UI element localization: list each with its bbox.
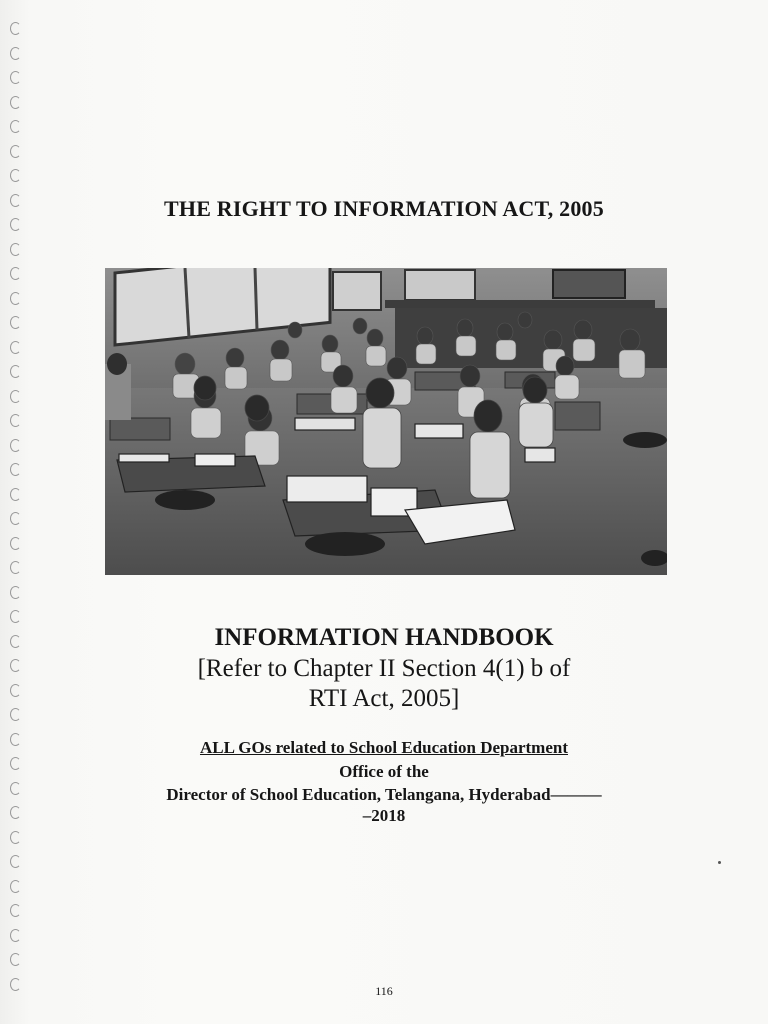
classroom-photo-illustration [105,268,667,575]
director-line: Director of School Education, Telangana, Hyderabad——— [166,785,602,804]
office-line: Office of the [339,762,429,781]
binding-hole [10,414,21,427]
spiral-binding [10,22,28,1002]
subtitle-line-1: [Refer to Chapter II Section 4(1) b of [197,655,571,682]
binding-hole [10,47,21,60]
binding-hole [10,610,21,623]
binding-hole [10,169,21,182]
year-line: –2018 [362,806,406,825]
binding-hole [10,855,21,868]
subtitle-line-2: RTI Act, 2005] [308,685,460,712]
binding-hole [10,880,21,893]
binding-hole [10,96,21,109]
binding-hole [10,586,21,599]
binding-hole [10,120,21,133]
binding-hole [10,537,21,550]
binding-hole [10,22,21,35]
binding-hole [10,512,21,525]
binding-hole [10,267,21,280]
binding-hole [10,953,21,966]
scan-speck [718,861,721,864]
handbook-title: INFORMATION HANDBOOK [214,624,554,651]
handbook-subtitle [0,654,768,714]
binding-hole [10,488,21,501]
binding-hole [10,390,21,403]
gos-heading: ALL GOs related to School Education Department [199,738,569,757]
binding-hole [10,292,21,305]
binding-hole [10,341,21,354]
binding-hole [10,71,21,84]
binding-hole [10,439,21,452]
binding-hole [10,831,21,844]
binding-hole [10,561,21,574]
page-number: 116 [375,984,393,998]
binding-hole [10,463,21,476]
binding-hole [10,904,21,917]
classroom-photo [105,268,667,575]
binding-hole [10,243,21,256]
binding-hole [10,365,21,378]
binding-hole [10,929,21,942]
binding-hole [10,145,21,158]
act-title: THE RIGHT TO INFORMATION ACT, 2005 [164,196,604,221]
binding-hole [10,316,21,329]
